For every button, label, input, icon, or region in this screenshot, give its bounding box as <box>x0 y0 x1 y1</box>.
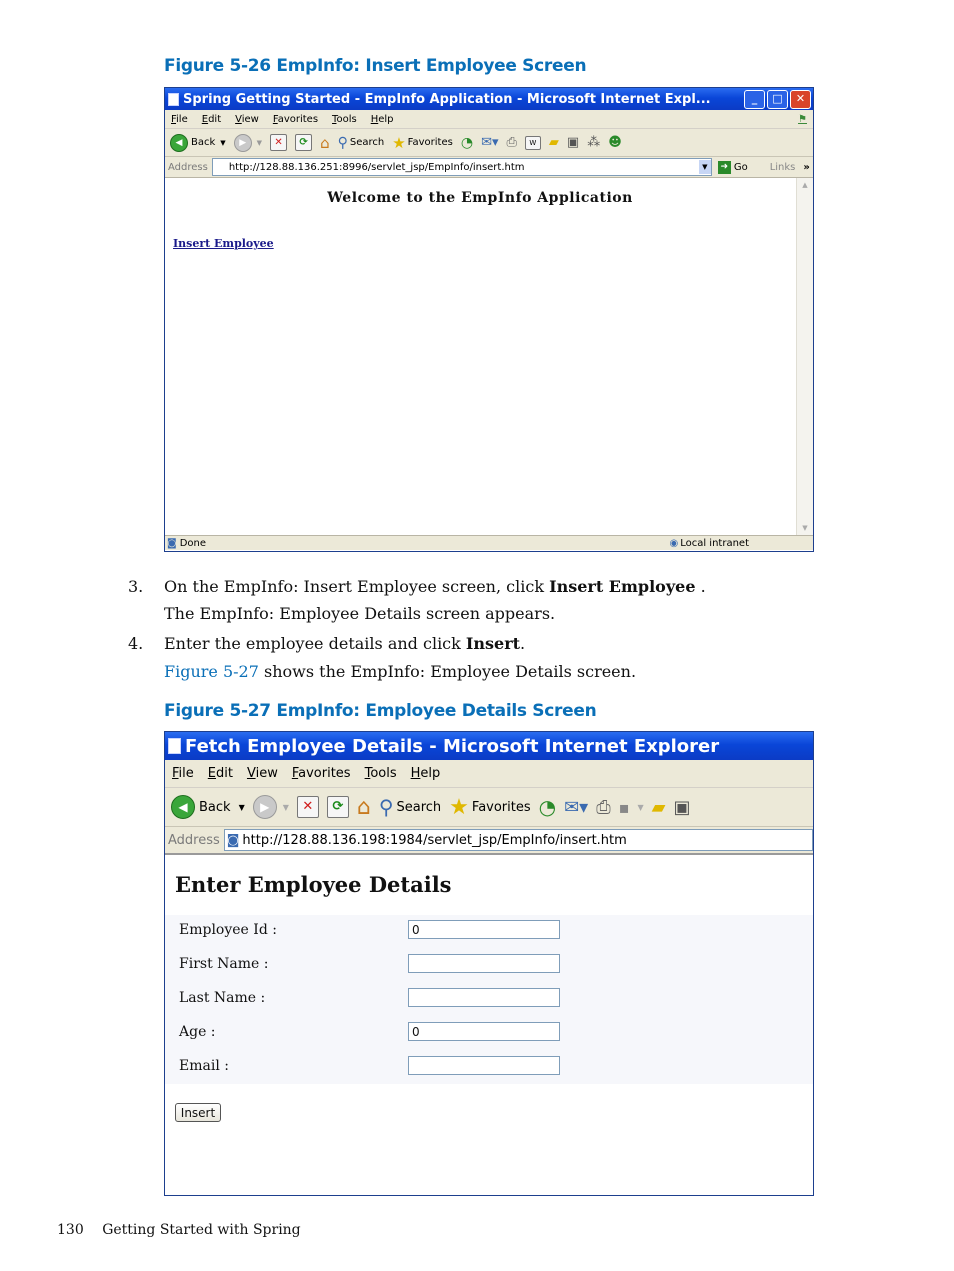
menu-file[interactable]: File <box>172 766 194 781</box>
email-label: Email : <box>179 1058 229 1074</box>
step-text: The EmpInfo: Employee Details screen appears. <box>164 604 556 623</box>
figure-caption: Figure 5-26 EmpInfo: Insert Employee Screen <box>164 56 587 76</box>
chevron-down-icon[interactable]: ▼ <box>238 802 245 812</box>
chevron-down-icon[interactable]: ▼ <box>802 524 808 532</box>
status-bar <box>165 535 813 550</box>
step-text: On the EmpInfo: Insert Employee screen, click Insert Employee . <box>164 577 706 596</box>
toolbar <box>165 129 813 157</box>
form-row-first-name <box>179 949 809 983</box>
page-done-icon: ◙ <box>167 537 177 549</box>
forward-button[interactable] <box>234 134 262 152</box>
last-name-label: Last Name : <box>179 990 266 1006</box>
star-icon: ★ <box>449 794 469 820</box>
back-arrow-icon <box>171 795 195 819</box>
form-row-employee-id <box>179 915 809 949</box>
figure-link[interactable]: Figure 5-27 <box>164 662 259 681</box>
page-content <box>165 855 813 1196</box>
ie-icon <box>168 738 181 754</box>
menu-tools[interactable]: Tools <box>332 113 357 125</box>
search-icon: ⚲ <box>337 134 348 151</box>
people-icon[interactable]: ☻ <box>608 135 622 150</box>
browser-window <box>164 731 814 1196</box>
forward-arrow-icon <box>253 795 277 819</box>
page-heading: Enter Employee Details <box>175 872 452 897</box>
page-footer <box>57 1222 301 1238</box>
toolbar <box>165 788 813 827</box>
mail-icon[interactable]: ✉▾ <box>564 796 589 818</box>
address-bar <box>165 157 813 178</box>
favorites-button[interactable]: ★ Favorites <box>392 133 453 152</box>
menu-edit[interactable]: Edit <box>207 766 233 781</box>
chevron-down-icon[interactable]: ▼ <box>220 138 226 147</box>
mail-icon[interactable]: ✉▾ <box>481 135 499 150</box>
search-button[interactable]: ⚲ Search <box>378 795 442 819</box>
ie-icon <box>168 93 179 106</box>
stop-icon[interactable]: ✕ <box>297 796 319 818</box>
form-row-email <box>179 1051 809 1085</box>
address-label: Address <box>168 832 220 848</box>
step-text: Enter the employee details and click Insert. <box>164 634 526 653</box>
home-icon[interactable]: ⌂ <box>320 133 330 152</box>
favorites-button[interactable]: ★ Favorites <box>449 794 531 820</box>
step-number: 4. <box>128 634 144 653</box>
menu-favorites[interactable]: Favorites <box>291 766 351 781</box>
menu-help[interactable]: Help <box>410 766 441 781</box>
back-button[interactable]: ◀ Back ▼ <box>170 134 226 152</box>
menu-file[interactable]: File <box>171 113 188 125</box>
browser-window <box>164 87 814 552</box>
print-icon[interactable]: ⎙ <box>506 135 517 150</box>
stop-icon[interactable]: ✕ <box>270 134 287 151</box>
step-number: 3. <box>128 577 144 596</box>
employee-id-input[interactable]: 0 <box>408 920 560 939</box>
figure-caption: Figure 5-27 EmpInfo: Employee Details Screen <box>164 701 597 721</box>
links-button[interactable]: Links <box>769 161 796 173</box>
zone-text: Local intranet <box>680 537 749 549</box>
forward-arrow-icon <box>234 134 252 152</box>
page-icon: ◙ <box>226 832 240 848</box>
print-icon[interactable]: ⎙ <box>596 796 611 818</box>
menu-bar <box>165 760 813 788</box>
home-icon[interactable]: ⌂ <box>356 794 371 820</box>
research-icon[interactable]: ▣ <box>673 796 691 818</box>
address-input[interactable]: ◙ http://128.88.136.198:1984/servlet_jsp/EmpInfo/insert.htm <box>224 829 813 851</box>
page-number: 130 <box>57 1222 84 1238</box>
footer-title: Getting Started with Spring <box>102 1222 301 1238</box>
refresh-icon[interactable]: ⟳ <box>327 796 349 818</box>
chevron-right-icon[interactable]: » <box>803 161 810 173</box>
address-input[interactable]: http://128.88.136.251:8996/servlet_jsp/EmpInfo/insert.htm ▼ <box>212 158 712 176</box>
search-button[interactable]: ⚲ Search <box>337 134 385 151</box>
menu-tools[interactable]: Tools <box>364 766 397 781</box>
windows-logo-icon: ⚑ <box>798 113 807 125</box>
status-text: Done <box>179 537 207 549</box>
chevron-down-icon[interactable]: ▼ <box>256 138 263 147</box>
window-title: Fetch Employee Details - Microsoft Internet Explorer <box>185 735 720 757</box>
history-icon[interactable]: ◔ <box>538 795 557 819</box>
age-input[interactable]: 0 <box>408 1022 560 1041</box>
edit-icon[interactable]: ▪ <box>618 797 630 817</box>
form-table <box>165 915 813 1084</box>
address-bar <box>165 827 813 855</box>
refresh-icon[interactable]: ⟳ <box>295 134 312 151</box>
first-name-input[interactable] <box>408 954 560 973</box>
page-heading: Welcome to the EmpInfo Application <box>327 190 633 206</box>
back-arrow-icon <box>170 134 188 152</box>
forward-button[interactable] <box>253 795 289 819</box>
step-text: Figure 5-27 shows the EmpInfo: Employee Details screen. <box>164 662 637 681</box>
discuss-icon[interactable]: ▰ <box>548 135 559 150</box>
go-arrow-icon: ➜ <box>718 161 731 174</box>
email-input[interactable] <box>408 1056 560 1075</box>
vertical-scrollbar[interactable] <box>796 178 813 535</box>
intranet-icon: ◉ <box>669 537 679 549</box>
discuss-icon[interactable]: ▰ <box>651 796 666 818</box>
history-icon[interactable]: ◔ <box>460 134 474 151</box>
chevron-down-icon[interactable]: ▼ <box>282 802 289 812</box>
last-name-input[interactable] <box>408 988 560 1007</box>
address-label: Address <box>168 161 208 173</box>
chevron-down-icon[interactable]: ▼ <box>637 802 644 812</box>
first-name-label: First Name : <box>179 956 269 972</box>
age-label: Age : <box>179 1024 216 1040</box>
window-title: Spring Getting Started - EmpInfo Application - Microsoft Internet Expl... <box>183 91 711 107</box>
chevron-up-icon[interactable]: ▲ <box>802 181 808 189</box>
insert-button[interactable]: Insert <box>175 1103 221 1122</box>
maximize-button[interactable]: □ <box>767 90 788 109</box>
menu-bar <box>165 110 813 129</box>
close-button[interactable]: ✕ <box>790 90 811 109</box>
menu-help[interactable]: Help <box>370 113 394 125</box>
menu-view[interactable]: View <box>246 766 278 781</box>
employee-id-label: Employee Id : <box>179 922 277 938</box>
title-bar <box>165 732 813 760</box>
chevron-down-icon[interactable]: ▼ <box>699 160 711 174</box>
edit-icon[interactable]: W <box>525 136 541 150</box>
menu-favorites[interactable]: Favorites <box>272 113 319 125</box>
go-button[interactable]: ➜ Go <box>718 161 748 174</box>
title-bar <box>165 88 813 110</box>
minimize-button[interactable]: _ <box>744 90 765 109</box>
star-icon: ★ <box>392 133 406 152</box>
back-button[interactable]: ◀ Back ▼ <box>171 795 245 819</box>
menu-view[interactable]: View <box>235 113 259 125</box>
menu-edit[interactable]: Edit <box>201 113 222 125</box>
page-content <box>165 178 813 535</box>
search-icon: ⚲ <box>378 795 394 819</box>
form-row-age <box>179 1017 809 1051</box>
messenger-icon[interactable]: ⁂ <box>587 135 601 150</box>
research-icon[interactable]: ▣ <box>566 135 580 150</box>
form-row-last-name <box>179 983 809 1017</box>
insert-employee-link[interactable]: Insert Employee <box>173 237 274 250</box>
